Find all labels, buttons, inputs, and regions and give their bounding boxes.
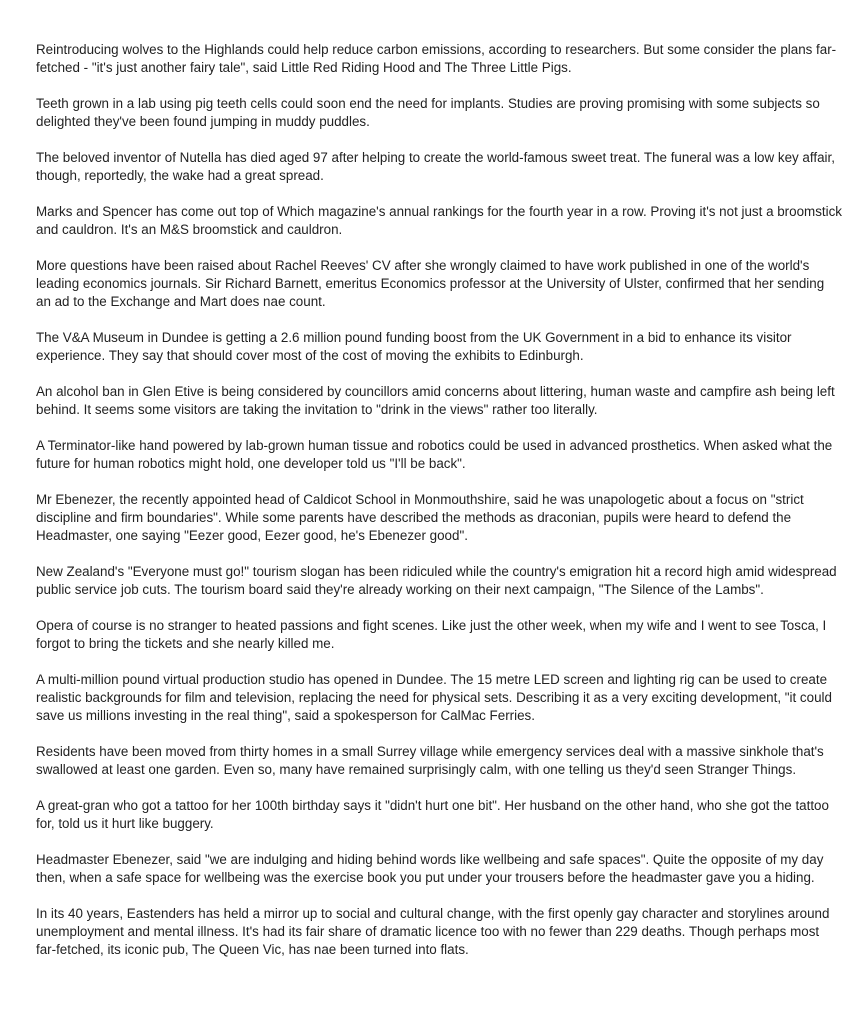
paragraph-headmaster: Headmaster Ebenezer, said "we are indulging and hiding behind words like wellbeing and safe spaces". Quite the opposite of my day then, when a safe space for wellbeing was the exercise book you put under your trousers before the headmaster gave you a hiding. <box>36 852 824 885</box>
paragraph-nutella: The beloved inventor of Nutella has died aged 97 after helping to create the world-famous sweet treat. The funeral was a low key affair, though, reportedly, the wake had a great spread. <box>36 150 835 183</box>
paragraph-sinkhole: Residents have been moved from thirty homes in a small Surrey village while emergency services deal with a massive sinkhole that's swallowed at least one garden. Even so, many have remained surprisingly calm, with one telling us they'd seen Stranger Things. <box>36 744 824 777</box>
paragraph-rachel-reeves: More questions have been raised about Rachel Reeves' CV after she wrongly claimed to have work published in one of the world's leading economics journals. Sir Richard Barnett, emeritus Economics professor at the University of Ulster, confirmed that her sending an ad to the Exchange and Mart does nae count. <box>36 258 825 309</box>
paragraph-eastenders: In its 40 years, Eastenders has held a mirror up to social and cultural change, with the first openly gay character and storylines around unemployment and mental illness. It's had its fair share of dramatic licence too with no fewer than 229 deaths. Though perhaps most far-fetched, its iconic pub, The Queen Vic, has nae been turned into flats. <box>36 906 830 957</box>
paragraph-va-museum: The V&A Museum in Dundee is getting a 2.6 million pound funding boost from the UK Government in a bid to enhance its visitor experience. They say that should cover most of the cost of moving the exhibits to Edinburgh. <box>36 330 792 363</box>
paragraph-terminator-hand: A Terminator-like hand powered by lab-grown human tissue and robotics could be used in advanced prosthetics. When asked what the future for human robotics might hold, one developer told us "I'll be back". <box>36 438 833 471</box>
document-body <box>36 41 842 977</box>
paragraph-opera: Opera of course is no stranger to heated passions and fight scenes. Like just the other week, when my wife and I went to see Tosca, I forgot to bring the tickets and she nearly killed me. <box>36 618 827 651</box>
paragraph-wolves: Reintroducing wolves to the Highlands could help reduce carbon emissions, according to researchers. But some consider the plans far-fetched - "it's just another fairy tale", said Little Red Riding Hood and The Three Little Pigs. <box>36 42 837 75</box>
paragraph-production-studio: A multi-million pound virtual production studio has opened in Dundee. The 15 metre LED screen and lighting rig can be used to create realistic backgrounds for film and television, replacing the need for physical sets. Describing it as a very exciting development, "it could save us millions investing in the real thing", said a spokesperson for CalMac Ferries. <box>36 672 832 723</box>
paragraph-new-zealand: New Zealand's "Everyone must go!" tourism slogan has been ridiculed while the country's emigration hit a record high amid widespread public service job cuts. The tourism board said they're already working on their next campaign, "The Silence of the Lambs". <box>36 564 837 597</box>
paragraph-ebenezer: Mr Ebenezer, the recently appointed head of Caldicot School in Monmouthshire, said he was unapologetic about a focus on "strict discipline and firm boundaries". While some parents have described the methods as draconian, pupils were heard to defend the Headmaster, one saying "Eezer good, Eezer good, he's Ebenezer good". <box>36 492 804 543</box>
paragraph-great-gran: A great-gran who got a tattoo for her 100th birthday says it "didn't hurt one bit". Her husband on the other hand, who she got the tattoo for, told us it hurt like buggery. <box>36 798 829 831</box>
paragraph-teeth: Teeth grown in a lab using pig teeth cells could soon end the need for implants. Studies are proving promising with some subjects so delighted they've been found jumping in muddy puddles. <box>36 96 820 129</box>
paragraph-marks-spencer: Marks and Spencer has come out top of Which magazine's annual rankings for the fourth year in a row. Proving it's not just a broomstick and cauldron. It's an M&S broomstick and cauldron. <box>36 204 842 237</box>
paragraph-glen-etive: An alcohol ban in Glen Etive is being considered by councillors amid concerns about littering, human waste and campfire ash being left behind. It seems some visitors are taking the invitation to "drink in the views" rather too literally. <box>36 384 835 417</box>
